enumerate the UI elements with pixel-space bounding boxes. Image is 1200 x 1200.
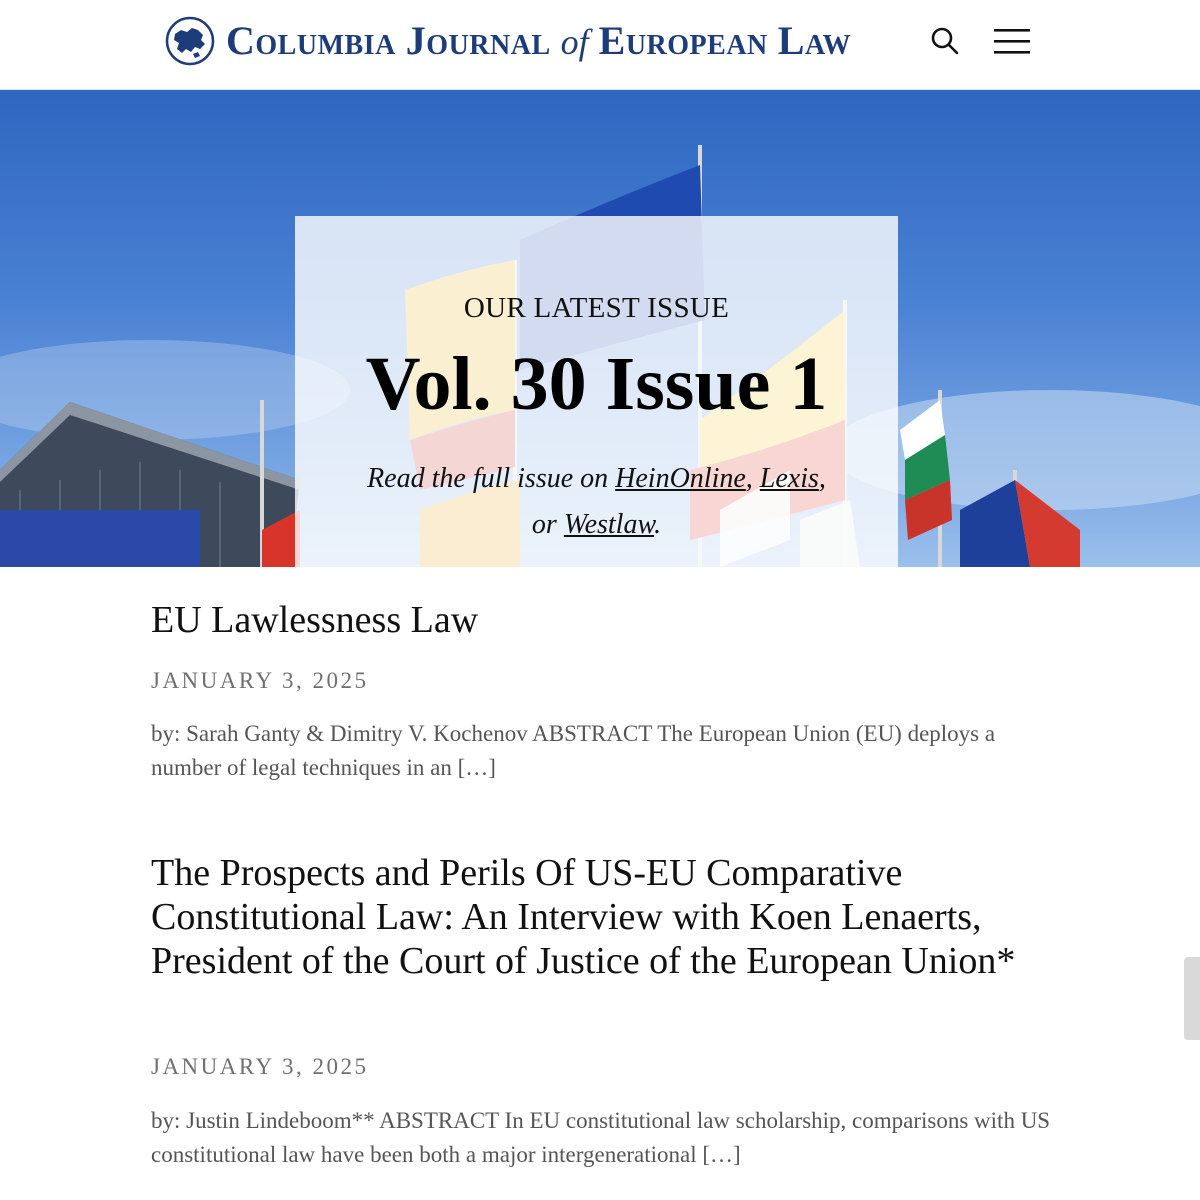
latest-issue-hero	[0, 90, 1200, 567]
site-header	[0, 0, 1200, 90]
issue-read-links	[335, 456, 858, 548]
links-end: .	[654, 509, 662, 540]
lexis-link[interactable]: Lexis	[759, 463, 819, 494]
hamburger-menu-icon[interactable]	[992, 26, 1032, 56]
post-title-link[interactable]: EU Lawlessness Law	[151, 599, 479, 641]
latest-issue-card	[295, 216, 898, 567]
logo-word-of: of	[560, 22, 589, 62]
issue-title[interactable]: Vol. 30 Issue 1	[365, 342, 828, 426]
post-date: JANUARY 3, 2025	[151, 1054, 369, 1079]
links-or-text: or	[531, 509, 564, 540]
post-title-link[interactable]: The Prospects and Perils Of US-EU Comparative Constitutional Law: An Interview with Koen Lenaerts, President of the Court of Justice of the European Union*	[151, 852, 1016, 982]
heinonline-link[interactable]: HeinOnline	[615, 463, 746, 494]
europe-globe-logo-icon[interactable]	[165, 16, 215, 66]
westlaw-link[interactable]: Westlaw	[563, 509, 655, 540]
links-separator: ,	[818, 463, 826, 494]
logo-word-european: European	[598, 18, 768, 63]
search-icon[interactable]	[928, 24, 962, 58]
links-separator: ,	[745, 463, 760, 494]
issue-kicker: OUR LATEST ISSUE	[463, 292, 730, 324]
links-prefix-text: Read the full issue on	[367, 463, 616, 494]
scrollbar-thumb[interactable]	[1184, 957, 1200, 1040]
logo-word-journal: Journal	[405, 18, 551, 63]
post-date: JANUARY 3, 2025	[151, 668, 369, 693]
logo-word-law: Law	[777, 18, 852, 63]
logo-word-columbia: Columbia	[226, 18, 396, 63]
site-logo-wordmark[interactable]	[226, 18, 851, 64]
post-excerpt: by: Justin Lindeboom** ABSTRACT In EU constitutional law scholarship, comparisons with US constitutional law have been both a major intergenerational […]	[151, 1108, 1051, 1167]
post-excerpt: by: Sarah Ganty & Dimitry V. Kochenov ABSTRACT The European Union (EU) deploys a number of legal techniques in an […]	[151, 721, 996, 780]
